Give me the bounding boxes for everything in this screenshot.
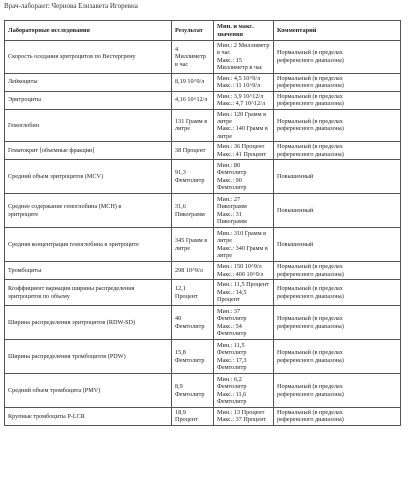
- comment-cell: Повышенный: [274, 228, 401, 262]
- range-cell: Мин.: 150 10^9/л Макс.: 400 10^9/л: [214, 262, 274, 280]
- comment-cell: Нормальный (в пределах референсного диапазона): [274, 280, 401, 306]
- test-cell: Эритроциты: [5, 91, 172, 109]
- table-row: [5, 142, 401, 160]
- range-cell: Мин.: 11,5 Процент Макс.: 14,5 Процент: [214, 280, 274, 306]
- result-cell: 18,9 Процент: [172, 408, 214, 426]
- table-row: [5, 160, 401, 194]
- table-row: [5, 109, 401, 142]
- test-cell: Гематокрит [объемные фракции]: [5, 142, 172, 160]
- header-comment: Комментарий: [274, 21, 401, 41]
- result-cell: 8,19 10^9/л: [172, 73, 214, 91]
- result-cell: 298 10^9/л: [172, 262, 214, 280]
- range-cell: Мин.: 37 Фемтолитр Макс.: 54 Фемтолитр: [214, 306, 274, 340]
- result-cell: 4 Миллиметр в час: [172, 41, 214, 74]
- range-cell: Мин.: 120 Грамм в литре Макс.: 140 Грамм в литре: [214, 109, 274, 142]
- result-cell: 15,8 Фемтолитр: [172, 340, 214, 374]
- table-row: [5, 262, 401, 280]
- comment-cell: Нормальный (в пределах референсного диапазона): [274, 91, 401, 109]
- result-cell: 31,6 Пикограмм: [172, 194, 214, 228]
- comment-cell: Повышенный: [274, 194, 401, 228]
- lab-results-table: [4, 20, 401, 426]
- test-cell: Средняя концентрация гемоглобина в эритроците: [5, 228, 172, 262]
- comment-cell: Нормальный (в пределах референсного диапазона): [274, 109, 401, 142]
- test-cell: Крупные тромбоциты P-LCR: [5, 408, 172, 426]
- doctor-line: Врач-лаборант: Чернова Елизавета Игоревна: [4, 2, 138, 10]
- result-cell: 131 Грамм в литре: [172, 109, 214, 142]
- range-cell: Мин.: 80 Фемтолитр Макс.: 90 Фемтолитр: [214, 160, 274, 194]
- test-cell: Тромбоциты: [5, 262, 172, 280]
- table-row: [5, 228, 401, 262]
- table-header-row: [5, 21, 401, 41]
- result-cell: 345 Грамм в литре: [172, 228, 214, 262]
- result-cell: 4,16 10^12/л: [172, 91, 214, 109]
- table-row: [5, 91, 401, 109]
- range-cell: Мин.: 6,2 Фемтолитр Макс.: 11,6 Фемтолитр: [214, 374, 274, 408]
- comment-cell: Нормальный (в пределах референсного диапазона): [274, 41, 401, 74]
- comment-cell: Нормальный (в пределах референсного диапазона): [274, 262, 401, 280]
- table-row: [5, 374, 401, 408]
- comment-cell: Нормальный (в пределах референсного диапазона): [274, 142, 401, 160]
- comment-cell: Нормальный (в пределах референсного диапазона): [274, 408, 401, 426]
- table-row: [5, 340, 401, 374]
- test-cell: Коэффициент вариации ширины распределения эритроцитов по объему: [5, 280, 172, 306]
- range-cell: Мин.: 310 Грамм в литре Макс.: 340 Грамм в литре: [214, 228, 274, 262]
- range-cell: Мин.: 4,5 10^9/л Макс.: 11 10^9/л: [214, 73, 274, 91]
- comment-cell: Нормальный (в пределах референсного диапазона): [274, 306, 401, 340]
- header-range: Мин. и макс. значения: [214, 21, 274, 41]
- table-row: [5, 306, 401, 340]
- test-cell: Среднее содержание гемоглобина (MCH) в эритроците: [5, 194, 172, 228]
- table-row: [5, 408, 401, 426]
- test-cell: Скорость оседания эритроцитов по Вестергрену: [5, 41, 172, 74]
- range-cell: Мин.: 11,5 Фемтолитр Макс.: 17,3 Фемтолитр: [214, 340, 274, 374]
- test-cell: Ширина распределения эритроцитов (RDW-SD): [5, 306, 172, 340]
- table-row: [5, 280, 401, 306]
- result-cell: 91,3 Фемтолитр: [172, 160, 214, 194]
- comment-cell: Нормальный (в пределах референсного диапазона): [274, 374, 401, 408]
- result-cell: 8,9 Фемтолитр: [172, 374, 214, 408]
- range-cell: Мин.: 3,9 10^12/л Макс.: 4,7 10^12/л: [214, 91, 274, 109]
- comment-cell: Повышенный: [274, 160, 401, 194]
- range-cell: Мин.: 2 Миллиметр в час Макс.: 15 Миллиметр в час: [214, 41, 274, 74]
- test-cell: Средний объем эритроцитов (MCV): [5, 160, 172, 194]
- result-cell: 40 Фемтолитр: [172, 306, 214, 340]
- range-cell: Мин.: 13 Процент Макс.: 37 Процент: [214, 408, 274, 426]
- table-row: [5, 194, 401, 228]
- test-cell: Лейкоциты: [5, 73, 172, 91]
- range-cell: Мин.: 27 Пикограмм Макс.: 31 Пикограмм: [214, 194, 274, 228]
- table-row: [5, 41, 401, 74]
- comment-cell: Нормальный (в пределах референсного диапазона): [274, 340, 401, 374]
- test-cell: Средний объем тромбоцита (PMV): [5, 374, 172, 408]
- comment-cell: Нормальный (в пределах референсного диапазона): [274, 73, 401, 91]
- test-cell: Гемоглобин: [5, 109, 172, 142]
- test-cell: Ширина распределения тромбоцитов (PDW): [5, 340, 172, 374]
- result-cell: 12,1 Процент: [172, 280, 214, 306]
- table-row: [5, 73, 401, 91]
- range-cell: Мин.: 36 Процент Макс.: 41 Процент: [214, 142, 274, 160]
- result-cell: 38 Процент: [172, 142, 214, 160]
- header-result: Результат: [172, 21, 214, 41]
- header-test: Лабораторные исследования: [5, 21, 172, 41]
